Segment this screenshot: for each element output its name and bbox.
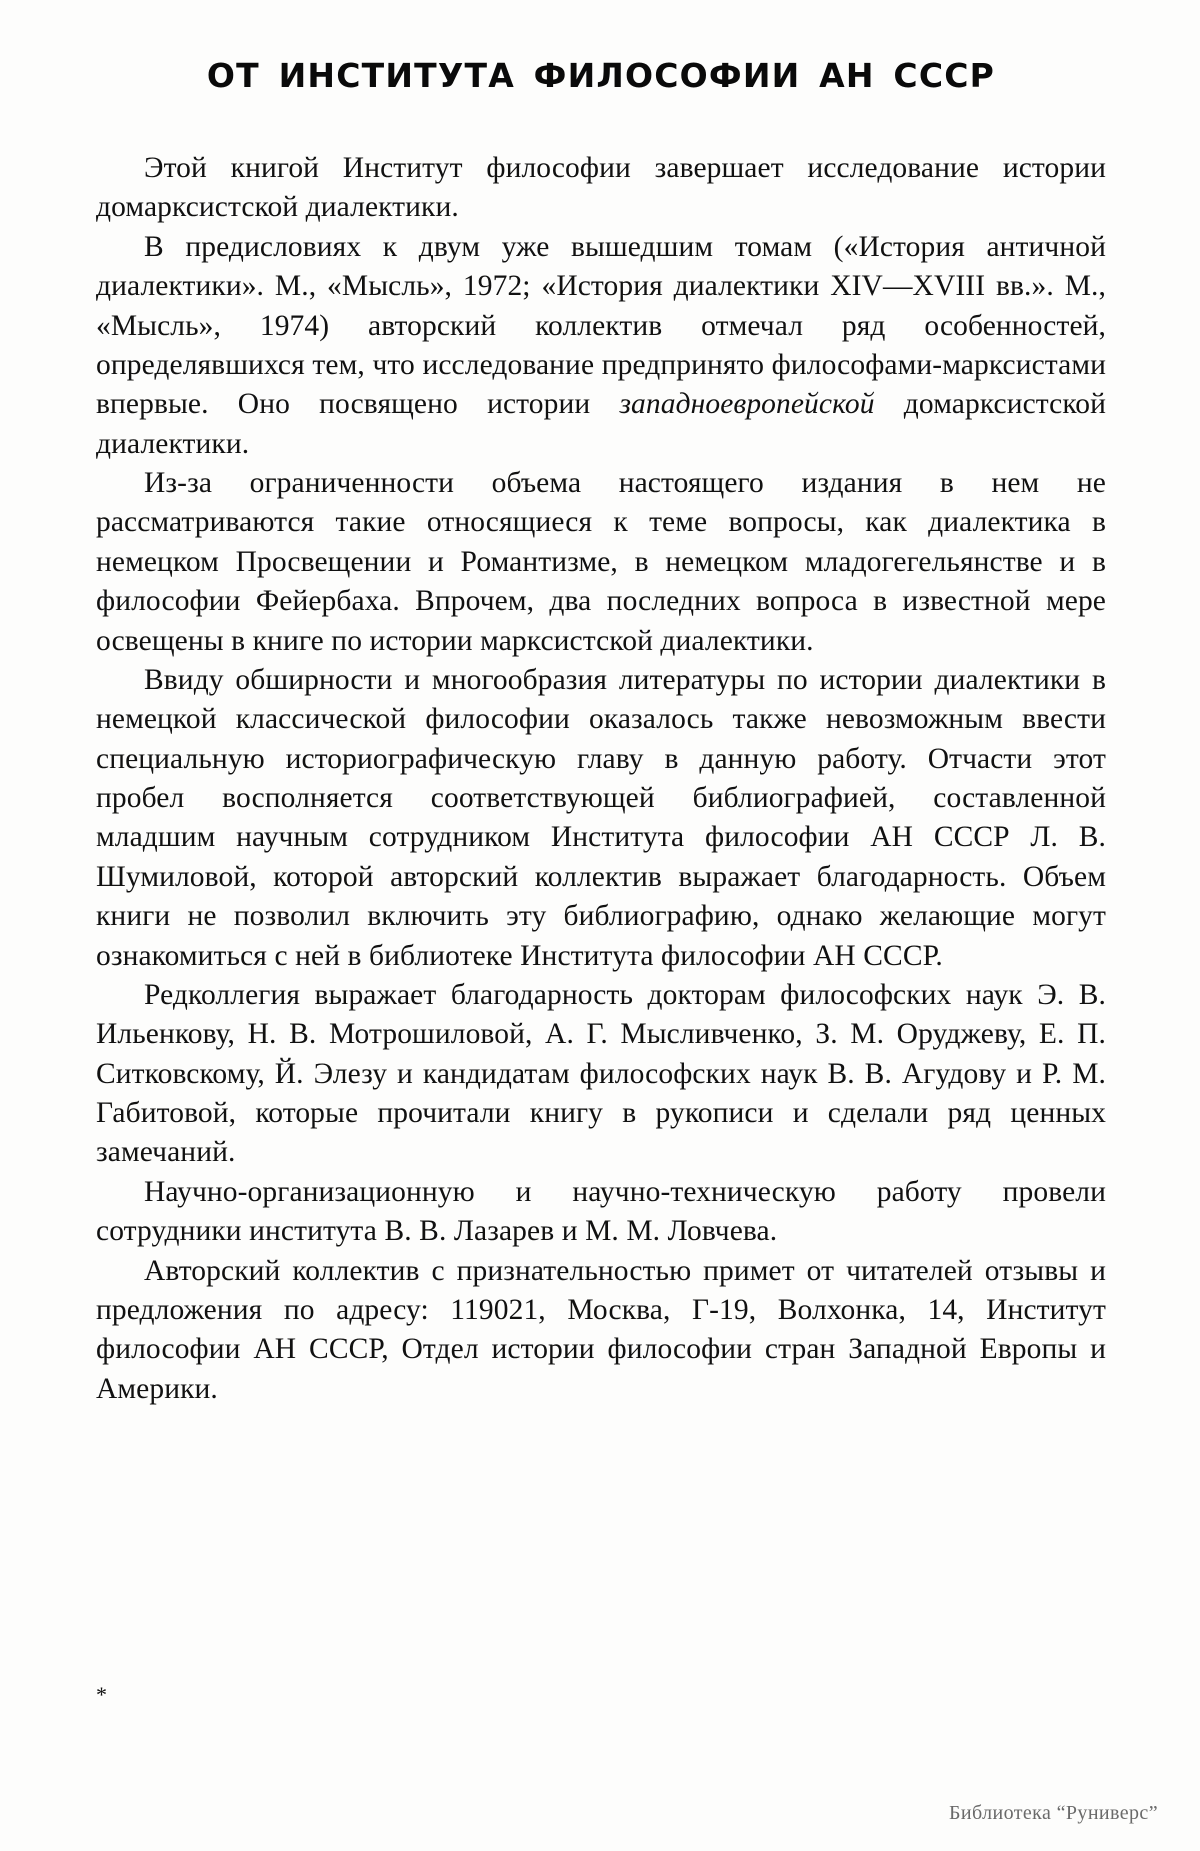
paragraph-5: Редколлегия выражает благодарность докторам философских наук Э. В. Ильенкову, Н. В. Мотрошиловой, А. Г. Мысливченко, З. М. Оруджеву, Е. П. Ситковскому, Й. Элезу и кандидатам философских наук В. В. Агудову и Р. М. Габитовой, которые прочитали книгу в рукописи и сделали ряд ценных замечаний. xyxy=(96,978,1106,1169)
emphasis-text: западноевропейской xyxy=(619,388,875,421)
paragraph-2: В предисловиях к двум уже вышедшим томам («История античной диалектики». М., «Мысль», 1972; «История диалектики XIV—XVIII вв.». М., «Мысль», 1974) авторский коллектив отмечал ряд особенностей, определявшихся тем, что исследование предпринято философами-марксистами впервые. Оно посвящено истории западноевропейской домарксистской диалектики. xyxy=(96,230,1107,460)
paragraph-3: Из-за ограниченности объема настоящего издания в нем не рассматриваются такие относящиеся к теме вопросы, как диалектика в немецком Просвещении и Романтизме, в немецком младогегельянстве и в философии Фейербаха. Впрочем, два последних вопроса в известной мере освещены в книге по истории марксистской диалектики. xyxy=(96,467,1106,657)
paragraph-1: Этой книгой Институт философии завершает исследование истории домарксистской диалектики. xyxy=(96,152,1106,224)
paragraph-4: Ввиду обширности и многообразия литературы по истории диалектики в немецкой классической философии оказалось также невозможным ввести специальную историографическую главу в данную работу. Отчасти этот пробел восполняется соответствующей библиографией, составленной младшим научным сотрудником Института философии АН СССР Л. В. Шумиловой, которой авторский коллектив выражает благодарность. Объем книги не позволил включить эту библиографию, однако желающие могут ознакомиться с ней в библиотеке Института философии АН СССР. xyxy=(96,663,1106,972)
page-title: ОТ ИНСТИТУТА ФИЛОСОФИИ АН СССР xyxy=(206,56,996,95)
library-watermark: Библиотека “Руниверс” xyxy=(949,1802,1158,1824)
paragraph-7: Авторский коллектив с признательностью примет от читателей отзывы и предложения по адресу: 119021, Москва, Г-19, Волхонка, 14, Институт философии АН СССР, Отдел истории философии стран Западной Европы и Америки. xyxy=(96,1254,1106,1405)
body-text xyxy=(96,149,1106,1409)
paragraph-6: Научно-организационную и научно-техническую работу провели сотрудники института В. В. Лазарев и М. М. Ловчева. xyxy=(96,1175,1106,1248)
footnote-marker: * xyxy=(96,1682,107,1707)
page-content xyxy=(96,56,1106,1409)
